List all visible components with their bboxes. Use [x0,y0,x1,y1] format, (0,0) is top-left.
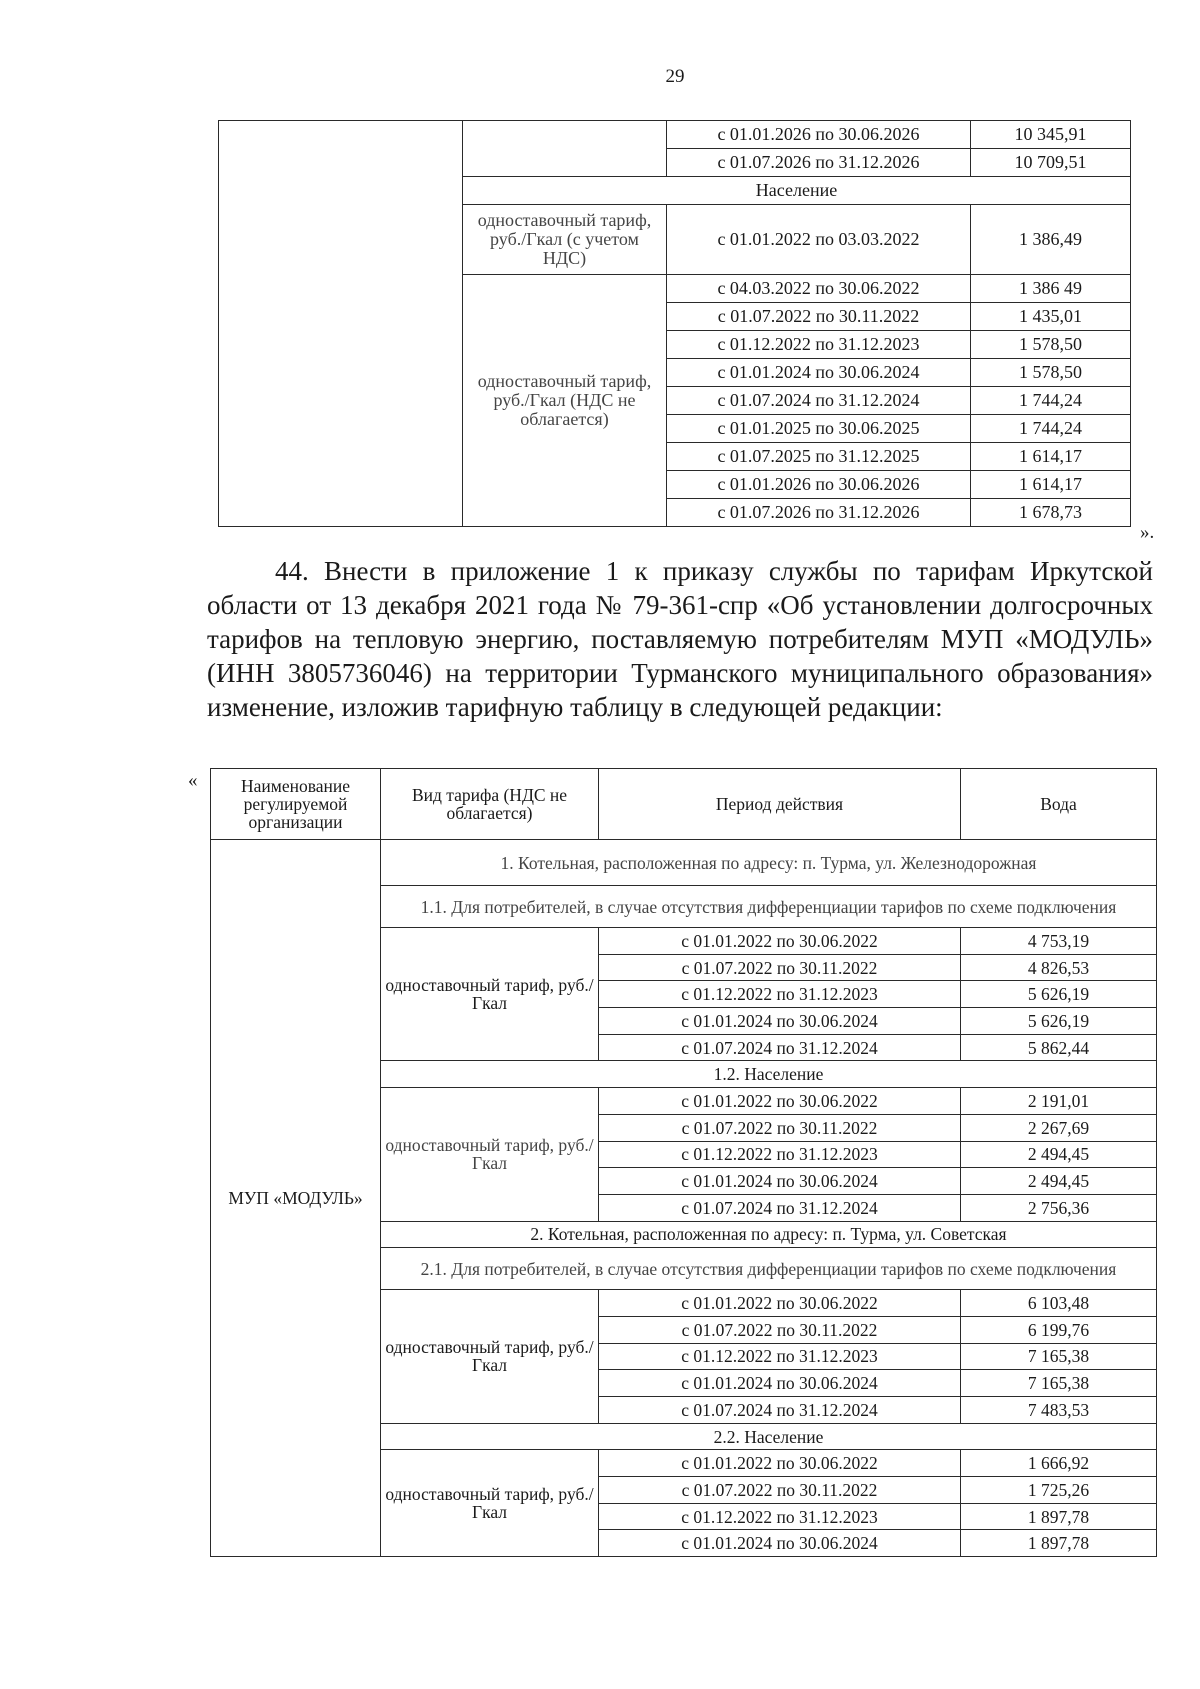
value-cell: 5 626,19 [961,1008,1157,1035]
value-cell: 5 626,19 [961,981,1157,1008]
value-cell: 4 826,53 [961,954,1157,981]
header-tariff: Вид тарифа (НДС не облагается) [381,769,599,840]
header-water: Вода [961,769,1157,840]
value-cell: 1 614,17 [971,471,1131,499]
period-cell: с 01.07.2025 по 31.12.2025 [667,443,971,471]
period-cell: с 01.12.2022 по 31.12.2023 [599,1343,961,1370]
value-cell: 6 199,76 [961,1316,1157,1343]
period-cell: с 01.07.2024 по 31.12.2024 [667,387,971,415]
value-cell: 1 614,17 [971,443,1131,471]
value-cell: 10 709,51 [971,149,1131,177]
period-cell: с 01.12.2022 по 31.12.2023 [599,981,961,1008]
period-cell: с 01.01.2022 по 30.06.2022 [599,1290,961,1317]
value-cell: 1 678,73 [971,499,1131,527]
period-cell: с 01.01.2025 по 30.06.2025 [667,415,971,443]
tariff-type-cell: одноставочный тариф, руб./Гкал (НДС не облагается) [463,275,667,527]
top-tariff-table [218,120,1131,527]
amendment-paragraph: 44. Внести в приложение 1 к приказу службы по тарифам Иркутской области от 13 декабря 2021 года № 79-361-спр «Об установлении долгосрочных тарифов на тепловую энергию, поставляемую потребителям МУП «МОДУЛЬ» (ИНН 3805736046) на территории Турманского муниципального образования» изменение, изложив тарифную таблицу в следующей редакции: [207,556,1153,722]
value-cell: 1 744,24 [971,415,1131,443]
period-cell: с 01.01.2024 по 30.06.2024 [599,1008,961,1035]
value-cell: 7 483,53 [961,1397,1157,1424]
value-cell: 1 897,78 [961,1530,1157,1557]
value-cell: 5 862,44 [961,1034,1157,1061]
value-cell: 7 165,38 [961,1370,1157,1397]
value-cell: 2 267,69 [961,1114,1157,1141]
opening-quote: « [188,770,198,791]
value-cell: 1 578,50 [971,359,1131,387]
empty-type-cell [463,121,667,177]
period-cell: с 01.01.2026 по 30.06.2026 [667,471,971,499]
period-cell: с 01.12.2022 по 31.12.2023 [599,1141,961,1168]
period-cell: с 01.01.2022 по 30.06.2022 [599,1088,961,1115]
period-cell: с 01.01.2022 по 03.03.2022 [667,205,971,275]
period-cell: с 01.07.2026 по 31.12.2026 [667,499,971,527]
page-number: 29 [665,66,685,87]
section-title: Население [463,177,1131,205]
org-name-cell: МУП «МОДУЛЬ» [211,840,381,1557]
tariff-type-cell: одноставочный тариф, руб./Гкал (с учетом НДС) [463,205,667,275]
period-cell: с 01.07.2024 по 31.12.2024 [599,1034,961,1061]
subsection-title: 1.1. Для потребителей, в случае отсутствия дифференциации тарифов по схеме подключения [381,886,1157,928]
value-cell: 1 386 49 [971,275,1131,303]
tariff-type-cell: одноставочный тариф, руб./Гкал [381,928,599,1061]
header-org: Наименование регулируемой организации [211,769,381,840]
empty-org-cell [219,121,463,527]
subsection-title: 2.2. Население [381,1423,1157,1450]
period-cell: с 01.01.2024 по 30.06.2024 [599,1530,961,1557]
value-cell: 2 494,45 [961,1168,1157,1195]
value-cell: 6 103,48 [961,1290,1157,1317]
period-cell: с 01.07.2024 по 31.12.2024 [599,1194,961,1221]
main-tariff-table [210,768,1157,1557]
period-cell: с 01.07.2026 по 31.12.2026 [667,149,971,177]
value-cell: 10 345,91 [971,121,1131,149]
period-cell: с 01.07.2024 по 31.12.2024 [599,1397,961,1424]
subsection-title: 2.1. Для потребителей, в случае отсутствия дифференциации тарифов по схеме подключения [381,1248,1157,1290]
tariff-type-cell: одноставочный тариф, руб./Гкал [381,1088,599,1221]
period-cell: с 01.07.2022 по 30.11.2022 [599,1477,961,1504]
tariff-type-cell: одноставочный тариф, руб./Гкал [381,1450,599,1557]
period-cell: с 01.12.2022 по 31.12.2023 [667,331,971,359]
value-cell: 4 753,19 [961,928,1157,955]
period-cell: с 01.01.2024 по 30.06.2024 [599,1168,961,1195]
section-title: 1. Котельная, расположенная по адресу: п. Турма, ул. Железнодорожная [381,840,1157,886]
period-cell: с 01.01.2022 по 30.06.2022 [599,928,961,955]
period-cell: с 01.12.2022 по 31.12.2023 [599,1503,961,1530]
value-cell: 7 165,38 [961,1343,1157,1370]
period-cell: с 01.01.2026 по 30.06.2026 [667,121,971,149]
period-cell: с 01.07.2022 по 30.11.2022 [599,954,961,981]
period-cell: с 01.01.2024 по 30.06.2024 [599,1370,961,1397]
period-cell: с 01.01.2022 по 30.06.2022 [599,1450,961,1477]
value-cell: 1 386,49 [971,205,1131,275]
period-cell: с 04.03.2022 по 30.06.2022 [667,275,971,303]
value-cell: 1 578,50 [971,331,1131,359]
period-cell: с 01.07.2022 по 30.11.2022 [667,303,971,331]
period-cell: с 01.07.2022 по 30.11.2022 [599,1114,961,1141]
section-title: 2. Котельная, расположенная по адресу: п. Турма, ул. Советская [381,1221,1157,1248]
value-cell: 2 191,01 [961,1088,1157,1115]
value-cell: 1 666,92 [961,1450,1157,1477]
value-cell: 2 494,45 [961,1141,1157,1168]
value-cell: 1 725,26 [961,1477,1157,1504]
value-cell: 1 897,78 [961,1503,1157,1530]
value-cell: 1 744,24 [971,387,1131,415]
tariff-type-cell: одноставочный тариф, руб./Гкал [381,1290,599,1423]
value-cell: 2 756,36 [961,1194,1157,1221]
period-cell: с 01.01.2024 по 30.06.2024 [667,359,971,387]
subsection-title: 1.2. Население [381,1061,1157,1088]
value-cell: 1 435,01 [971,303,1131,331]
closing-quote: ». [1140,522,1155,543]
period-cell: с 01.07.2022 по 30.11.2022 [599,1316,961,1343]
header-period: Период действия [599,769,961,840]
